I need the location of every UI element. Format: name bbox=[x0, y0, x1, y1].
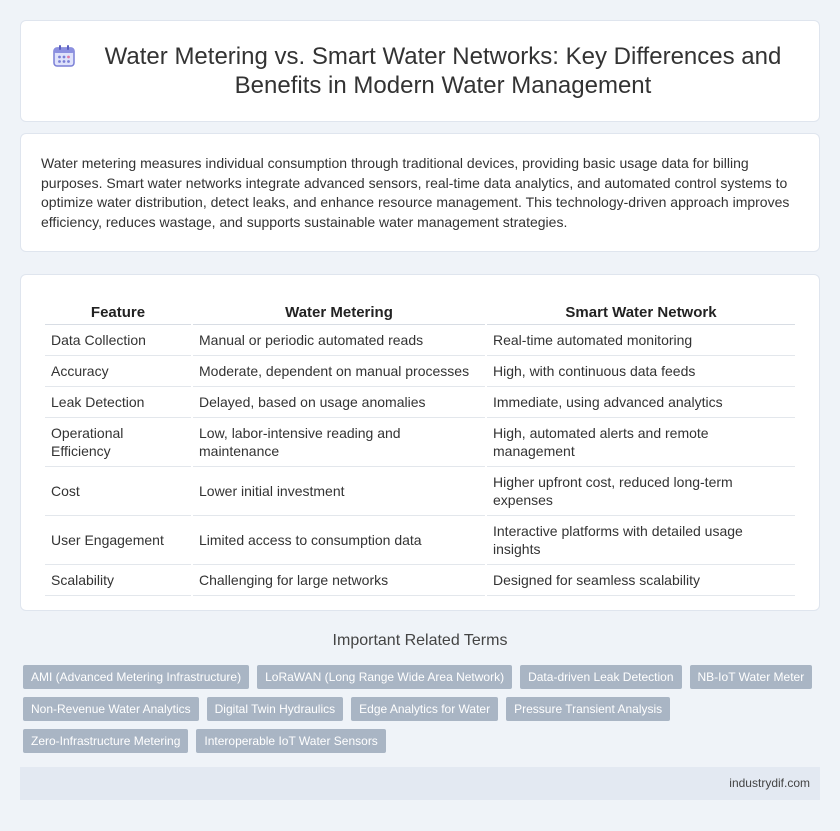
water-metering-cell: Limited access to consumption data bbox=[193, 516, 485, 565]
term-tag[interactable]: Interoperable IoT Water Sensors bbox=[196, 729, 385, 753]
term-tag[interactable]: AMI (Advanced Metering Infrastructure) bbox=[23, 665, 249, 689]
comparison-table bbox=[43, 295, 797, 596]
term-tag[interactable]: Digital Twin Hydraulics bbox=[207, 697, 344, 721]
header-card bbox=[20, 20, 820, 122]
smart-network-cell: Higher upfront cost, reduced long-term expenses bbox=[487, 467, 795, 516]
table-row bbox=[45, 467, 795, 516]
term-tag[interactable]: Non-Revenue Water Analytics bbox=[23, 697, 199, 721]
related-terms-list bbox=[23, 665, 813, 753]
feature-cell: Accuracy bbox=[45, 356, 191, 387]
feature-cell: Cost bbox=[45, 467, 191, 516]
water-metering-cell: Moderate, dependent on manual processes bbox=[193, 356, 485, 387]
table-row bbox=[45, 565, 795, 596]
water-metering-cell: Challenging for large networks bbox=[193, 565, 485, 596]
calendar-icon bbox=[51, 43, 77, 69]
table-row bbox=[45, 516, 795, 565]
table-row bbox=[45, 387, 795, 418]
feature-cell: Operational Efficiency bbox=[45, 418, 191, 467]
term-tag[interactable]: Data-driven Leak Detection bbox=[520, 665, 681, 689]
water-metering-cell: Manual or periodic automated reads bbox=[193, 325, 485, 356]
comparison-card bbox=[20, 274, 820, 611]
term-tag[interactable]: NB-IoT Water Meter bbox=[690, 665, 813, 689]
water-metering-cell: Low, labor-intensive reading and maintenance bbox=[193, 418, 485, 467]
term-tag[interactable]: Zero-Infrastructure Metering bbox=[23, 729, 188, 753]
header-feature: Feature bbox=[45, 295, 191, 325]
feature-cell: Data Collection bbox=[45, 325, 191, 356]
smart-network-cell: Designed for seamless scalability bbox=[487, 565, 795, 596]
page-title: Water Metering vs. Smart Water Networks: Key Differences and Benefits in Modern Water Management bbox=[104, 43, 782, 99]
table-row bbox=[45, 325, 795, 356]
smart-network-cell: High, automated alerts and remote management bbox=[487, 418, 795, 467]
feature-cell: Scalability bbox=[45, 565, 191, 596]
header-water-metering: Water Metering bbox=[193, 295, 485, 325]
table-row bbox=[45, 418, 795, 467]
water-metering-cell: Delayed, based on usage anomalies bbox=[193, 387, 485, 418]
smart-network-cell: High, with continuous data feeds bbox=[487, 356, 795, 387]
feature-cell: Leak Detection bbox=[45, 387, 191, 418]
table-row bbox=[45, 356, 795, 387]
smart-network-cell: Interactive platforms with detailed usage insights bbox=[487, 516, 795, 565]
footer bbox=[20, 767, 820, 800]
water-metering-cell: Lower initial investment bbox=[193, 467, 485, 516]
header-smart-water-network: Smart Water Network bbox=[487, 295, 795, 325]
footer-source[interactable]: industrydif.com bbox=[729, 776, 810, 790]
intro-text: Water metering measures individual consumption through traditional devices, providing basic usage data for billing purposes. Smart water networks integrate advanced sensors, real-time data analytics, and automated control systems to optimize water distribution, detect leaks, and enhance resource management. This technology-driven approach improves efficiency, reduces wastage, and supports sustainable water management strategies. bbox=[41, 155, 790, 230]
feature-cell: User Engagement bbox=[45, 516, 191, 565]
term-tag[interactable]: Pressure Transient Analysis bbox=[506, 697, 670, 721]
term-tag[interactable]: LoRaWAN (Long Range Wide Area Network) bbox=[257, 665, 512, 689]
table-header-row bbox=[45, 295, 795, 325]
smart-network-cell: Real-time automated monitoring bbox=[487, 325, 795, 356]
smart-network-cell: Immediate, using advanced analytics bbox=[487, 387, 795, 418]
intro-card bbox=[20, 133, 820, 252]
term-tag[interactable]: Edge Analytics for Water bbox=[351, 697, 498, 721]
related-terms-title: Important Related Terms bbox=[332, 632, 508, 649]
